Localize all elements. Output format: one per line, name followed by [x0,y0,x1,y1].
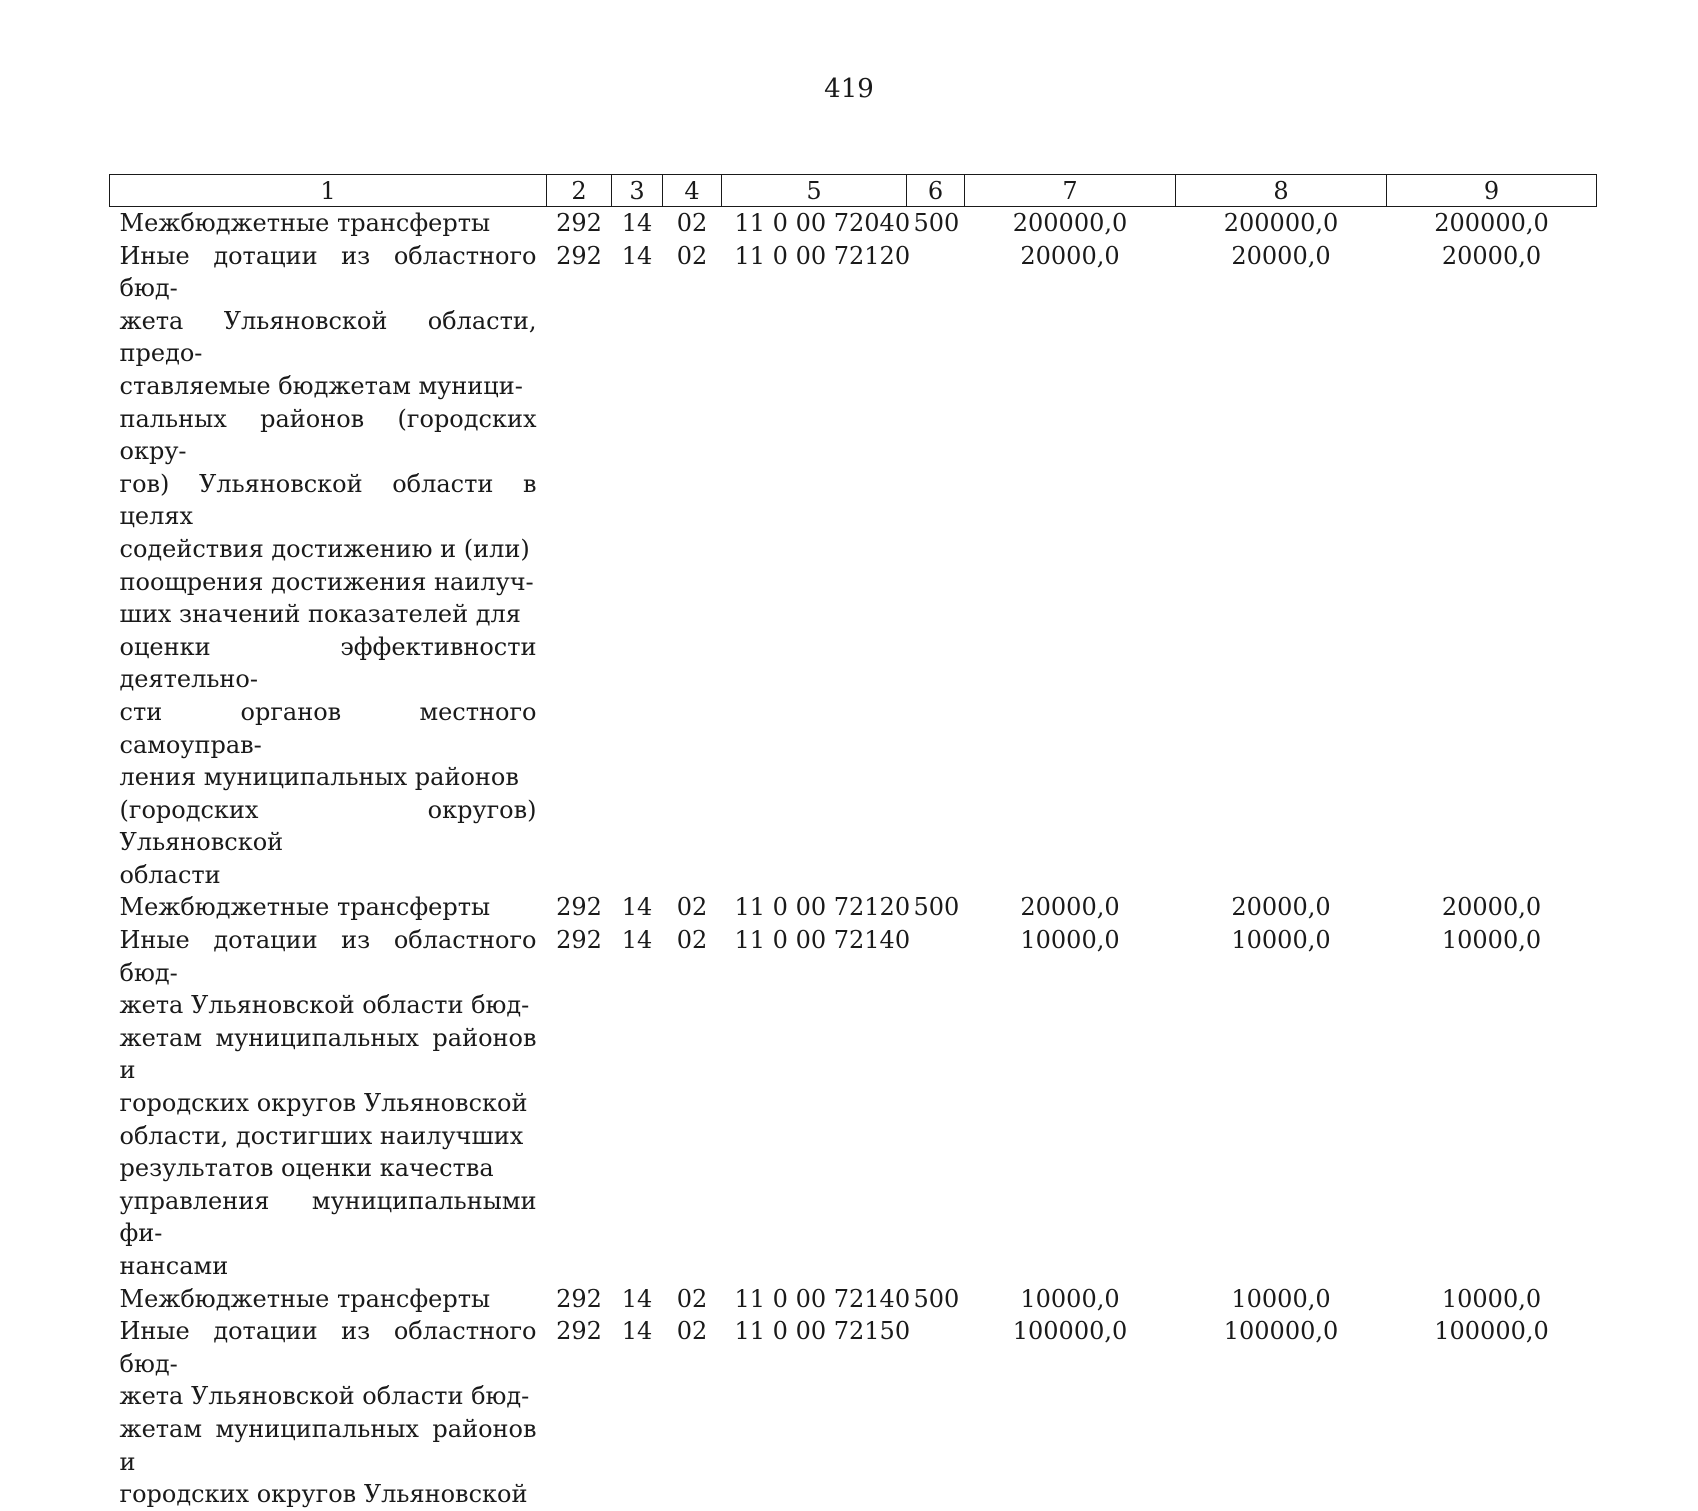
cell-col9: 20000,0 [1441,893,1542,922]
table-header-row [110,175,1597,207]
row-name-line: Иные дотации из областного бюд- [119,1317,537,1378]
column-header-7: 7 [965,175,1176,207]
cell-col6 [907,1315,965,1511]
column-header-9: 9 [1387,175,1597,207]
cell-col7: 10000,0 [1020,1284,1120,1313]
table-row [110,207,1597,240]
row-name-line: ления муниципальных районов [119,763,519,792]
cell-col5: 11 0 00 72120 [734,893,911,922]
row-name-line: пальных районов (городских окру- [119,404,537,466]
cell-col7: 20000,0 [1020,241,1120,270]
row-name-line: результатов оценки качества [119,1154,494,1183]
row-name [110,924,547,1283]
cell-col7: 10000,0 [1020,926,1120,955]
column-header-8: 8 [1176,175,1387,207]
cell-col9: 10000,0 [1441,1284,1542,1313]
budget-table [109,174,1597,1511]
cell-col7: 200000,0 [1012,209,1128,237]
column-header-2: 2 [547,175,612,207]
cell-col9: 10000,0 [1441,926,1542,955]
row-name [110,240,547,892]
cell-col5: 11 0 00 72040 [734,209,911,237]
table-row [110,1283,1597,1316]
row-name-line: Межбюджетные трансферты [119,1284,491,1313]
cell-col3: 14 [621,241,653,270]
cell-col3: 14 [621,926,653,955]
row-name-line: жетам муниципальных районов и [119,1023,537,1085]
row-name-line: области, достигших наилучших [119,1121,524,1150]
column-header-6: 6 [907,175,965,207]
row-name-line: гов) Ульяновской области в целях [119,469,537,531]
row-name-line: управления муниципальными фи- [119,1186,537,1248]
row-name-line: ших значений показателей для [119,600,521,629]
row-name-line: области [119,860,221,889]
cell-col2: 292 [556,241,602,270]
cell-col5: 11 0 00 72140 [734,926,911,955]
row-name-line: Иные дотации из областного бюд- [119,241,537,303]
row-name-line: (городских округов) Ульяновской [119,795,537,857]
cell-col4: 02 [676,241,708,270]
cell-col6: 500 [913,209,960,237]
cell-col4: 02 [676,926,708,955]
cell-col4: 02 [676,893,708,922]
cell-col5: 11 0 00 72120 [734,241,911,270]
cell-col9: 100000,0 [1434,1317,1549,1346]
row-name-line: нансами [119,1252,229,1280]
column-header-4: 4 [663,175,722,207]
cell-col6: 500 [913,893,960,922]
cell-col5: 11 0 00 72150 [734,1317,911,1346]
row-name-line: Межбюджетные трансферты [119,209,491,237]
row-name-line: поощрения достижения наилуч- [119,567,534,596]
cell-col6: 500 [913,1284,960,1313]
cell-col4: 02 [676,209,708,237]
cell-col2: 292 [556,209,602,237]
cell-col6 [907,924,965,1283]
page-number: 419 [824,74,874,104]
column-header-3: 3 [612,175,663,207]
cell-col3: 14 [621,1317,653,1346]
row-name-line: городских округов Ульяновской [119,1089,528,1118]
cell-col7: 100000,0 [1012,1317,1128,1346]
table-row [110,1315,1597,1511]
cell-col8: 20000,0 [1231,893,1331,922]
row-name-line: содействия достижению и (или) [119,534,530,563]
column-header-1: 1 [110,175,547,207]
cell-col3: 14 [621,209,653,237]
row-name-line: ставляемые бюджетам муници- [119,371,523,400]
row-name-line: сти органов местного самоуправ- [119,697,537,759]
row-name [110,207,547,240]
row-name [110,1283,547,1316]
cell-col7: 20000,0 [1020,893,1120,922]
cell-col4: 02 [676,1284,708,1313]
cell-col2: 292 [556,1284,602,1313]
cell-col3: 14 [621,893,653,922]
cell-col8: 20000,0 [1231,241,1331,270]
row-name-line: жета Ульяновской области бюд- [119,991,530,1020]
cell-col5: 11 0 00 72140 [734,1284,911,1313]
row-name-line: Иные дотации из областного бюд- [119,926,537,987]
cell-col4: 02 [676,1317,708,1346]
table-row [110,891,1597,924]
table-row [110,924,1597,1283]
row-name-line: оценки эффективности деятельно- [119,632,537,694]
cell-col8: 10000,0 [1231,926,1331,955]
row-name [110,891,547,924]
cell-col9: 200000,0 [1434,209,1549,237]
column-header-5: 5 [722,175,907,207]
cell-col2: 292 [556,1317,602,1346]
row-name-line: жета Ульяновской области бюд- [119,1382,530,1411]
row-name-line: жетам муниципальных районов и [119,1414,537,1476]
cell-col6 [907,240,965,892]
cell-col8: 100000,0 [1223,1317,1339,1346]
cell-col9: 20000,0 [1441,241,1542,270]
cell-col8: 10000,0 [1231,1284,1331,1313]
row-name-line: жета Ульяновской области, предо- [119,306,537,368]
cell-col2: 292 [556,893,602,922]
cell-col3: 14 [621,1284,653,1313]
row-name [110,1315,547,1511]
cell-col8: 200000,0 [1223,209,1339,237]
row-name-line: Межбюджетные трансферты [119,893,491,922]
table-row [110,240,1597,892]
cell-col2: 292 [556,926,602,955]
row-name-line: городских округов Ульяновской [119,1480,528,1509]
